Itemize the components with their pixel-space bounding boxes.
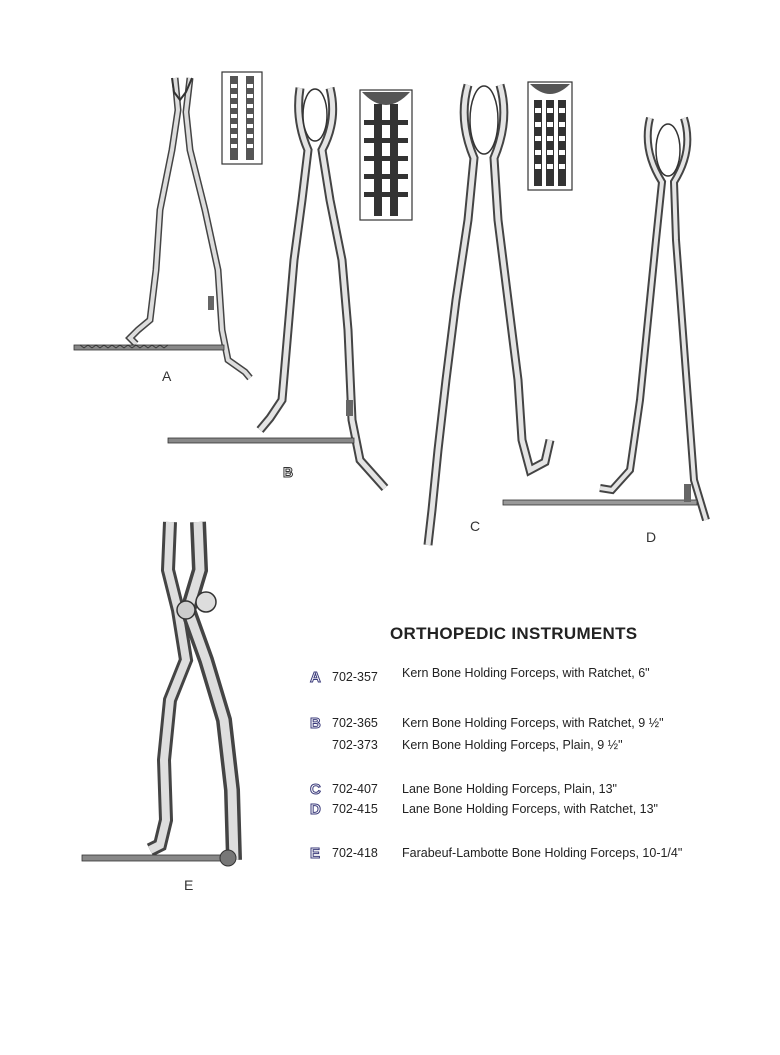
item-description: Lane Bone Holding Forceps, Plain, 13" bbox=[402, 782, 617, 796]
jaw-detail-a bbox=[222, 72, 262, 164]
jaw-detail-c bbox=[528, 82, 572, 190]
item-code: 702-415 bbox=[332, 802, 378, 816]
figure-label-a: A bbox=[162, 368, 172, 384]
item-letter: E bbox=[310, 845, 321, 862]
forceps-e-illustration bbox=[82, 522, 236, 866]
catalog-title: ORTHOPEDIC INSTRUMENTS bbox=[390, 624, 638, 643]
item-description: Kern Bone Holding Forceps, Plain, 9 ½" bbox=[402, 738, 623, 752]
item-description: Lane Bone Holding Forceps, with Ratchet, 13" bbox=[402, 802, 658, 816]
item-letter: A bbox=[310, 669, 321, 686]
item-description: Kern Bone Holding Forceps, with Ratchet, 9 ½" bbox=[402, 716, 664, 730]
item-code: 702-357 bbox=[332, 670, 378, 684]
item-description: Farabeuf-Lambotte Bone Holding Forceps, 10-1/4" bbox=[402, 846, 683, 860]
item-letter: C bbox=[310, 781, 321, 798]
forceps-b-illustration bbox=[168, 88, 385, 488]
item-code: 702-407 bbox=[332, 782, 378, 796]
figure-label-c: C bbox=[470, 518, 481, 534]
figure-label-b: B bbox=[283, 464, 294, 480]
item-letter: D bbox=[310, 801, 321, 818]
item-letter: B bbox=[310, 715, 321, 732]
figure-label-e: E bbox=[184, 877, 194, 893]
item-code: 702-365 bbox=[332, 716, 378, 730]
item-code: 702-418 bbox=[332, 846, 378, 860]
item-code: 702-373 bbox=[332, 738, 378, 752]
figure-label-d: D bbox=[646, 529, 657, 545]
item-description: Kern Bone Holding Forceps, with Ratchet, 6" bbox=[402, 666, 650, 680]
jaw-detail-b bbox=[360, 90, 412, 220]
